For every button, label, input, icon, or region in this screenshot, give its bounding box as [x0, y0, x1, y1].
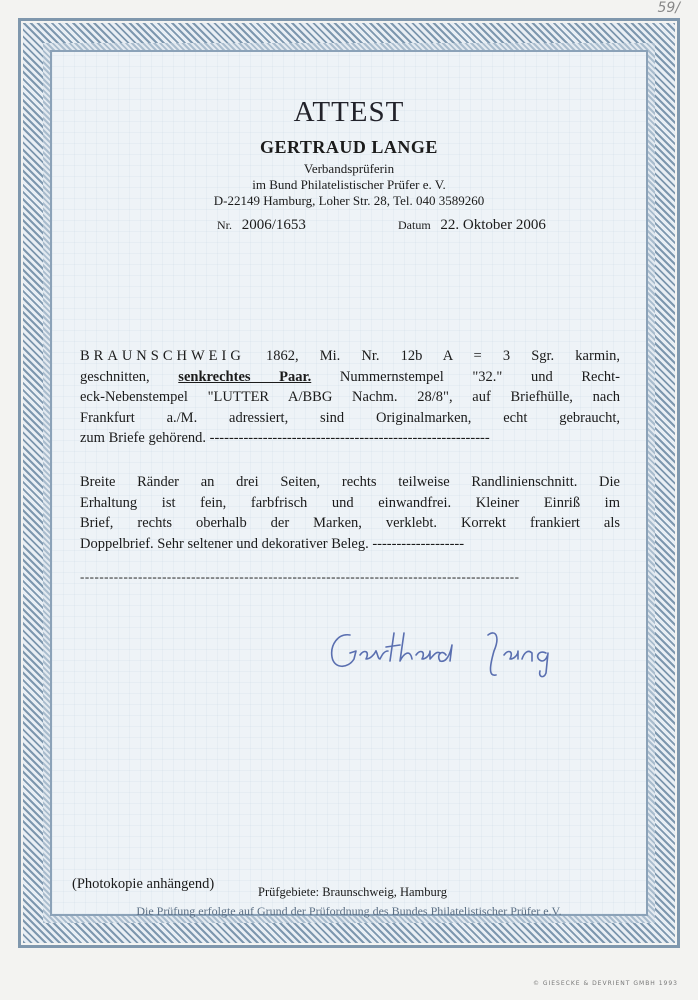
condition-line-4: Doppelbrief. Sehr seltener und dekorativer Beleg. -------------------	[80, 535, 465, 552]
condition-line-3: Brief, rechts oberhalb der Marken, verklebt. Korrekt frankiert als	[80, 515, 620, 531]
certificate-number-label: Nr.	[217, 218, 232, 232]
certificate-number	[217, 217, 306, 234]
examiner-association: im Bund Philatelistischer Prüfer e. V.	[252, 177, 446, 192]
description-line-1	[80, 346, 620, 367]
certificate-number-value: 2006/1653	[241, 217, 306, 233]
description-line-2-b: Nummernstempel "32." und Recht-	[339, 368, 620, 385]
description-paragraph	[80, 346, 620, 449]
description-line-2-a: geschnitten,	[80, 368, 150, 385]
description-line-1-rest: 1862, Mi. Nr. 12b A = 3 Sgr. karmin,	[265, 348, 621, 364]
country-name: BRAUNSCHWEIG	[80, 348, 245, 364]
examiner-name: GERTRAUD LANGE	[260, 137, 438, 157]
certificate-date	[398, 217, 546, 234]
description-line-3: eck-Nebenstempel "LUTTER A/BBG Nachm. 28/8", auf Briefhülle, nach	[80, 389, 620, 405]
condition-paragraph	[80, 472, 620, 554]
certificate-date-value: 22. Oktober 2006	[440, 217, 546, 233]
examiner-address: D-22149 Hamburg, Loher Str. 28, Tel. 040 3589260	[213, 193, 485, 208]
emphasis-senkrechtes-paar: senkrechtes Paar.	[178, 368, 312, 385]
examiner-role: Verbandsprüferin	[303, 161, 395, 176]
condition-line-1: Breite Ränder an drei Seiten, rechts teilweise Randlinienschnitt. Die	[80, 474, 620, 490]
printer-imprint: © GIESECKE & DEVRIENT GMBH 1993	[532, 980, 678, 987]
handwritten-signature	[320, 615, 590, 685]
corner-pencil-note: 59/	[657, 0, 680, 16]
description-line-4: Frankfurt a./M. adressiert, sind Originalmarken, echt gebraucht,	[80, 409, 620, 426]
certificate-date-label: Datum	[398, 218, 431, 232]
pruefgebiete: Prüfgebiete: Braunschweig, Hamburg	[258, 885, 447, 899]
description-line-5: zum Briefe gehörend. ----------------------------------------------------------	[80, 430, 490, 446]
condition-line-2: Erhaltung ist fein, farbfrisch und einwandfrei. Kleiner Einriß im	[80, 494, 620, 511]
footer-regulation-note: Die Prüfung erfolgte auf Grund der Prüfordnung des Bundes Philatelistischer Prüfer e.V.	[136, 904, 562, 918]
description-line-2	[80, 367, 620, 388]
closing-dash-row: -------------------------------------------------------------------------------------------	[80, 569, 520, 584]
certificate-title: ATTEST	[293, 96, 405, 128]
photocopy-note: (Photokopie anhängend)	[72, 876, 215, 892]
